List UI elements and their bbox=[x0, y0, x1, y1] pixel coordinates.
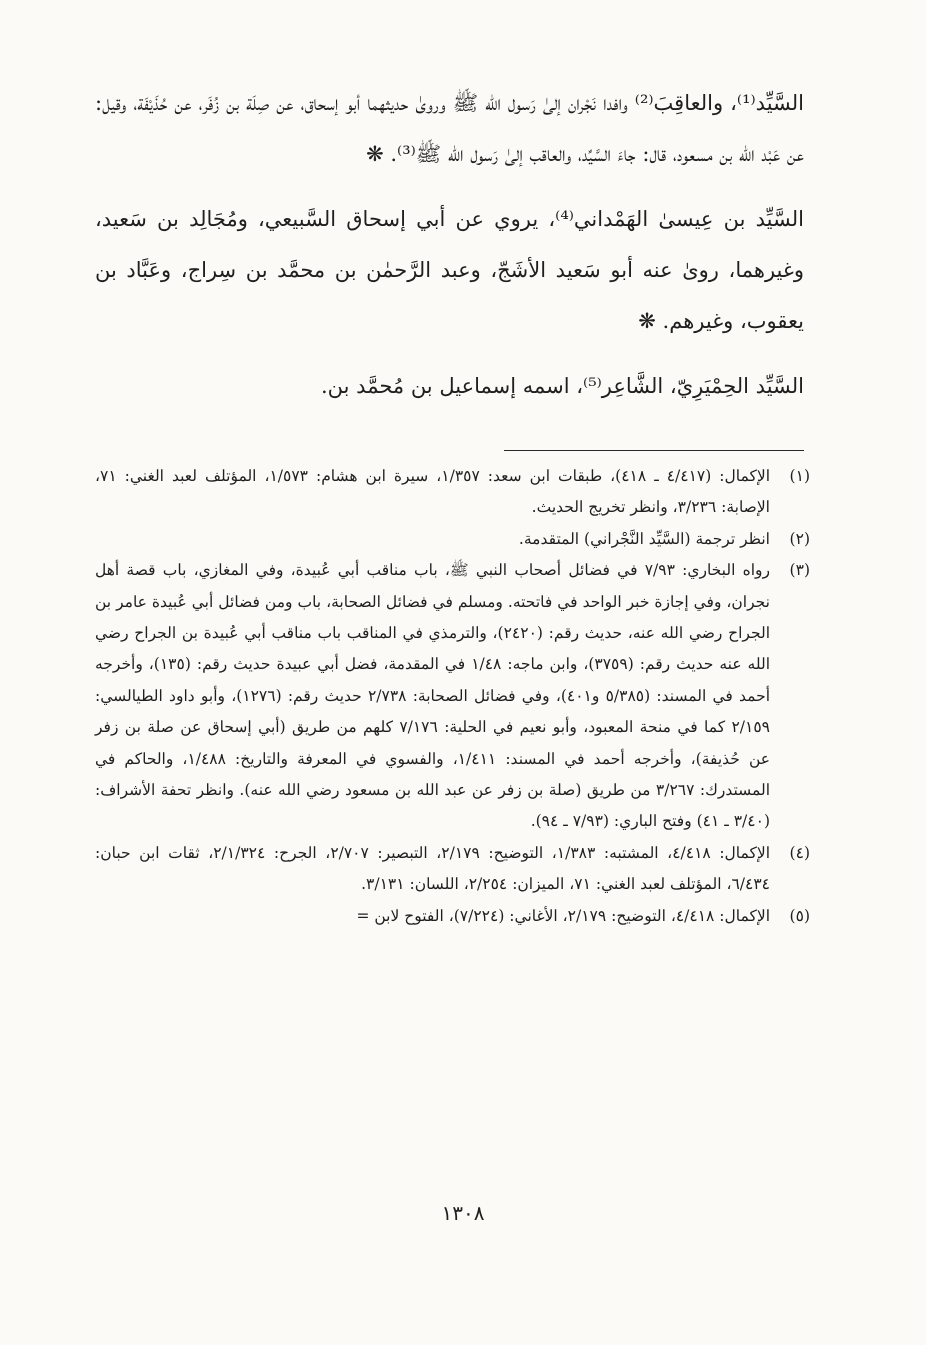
footnote-1 bbox=[95, 461, 810, 524]
footnote-text: الإكمال: (٤/٤١٧ ـ ٤١٨)، طبقات ابن سعد: ١/٣٥٧، سيرة ابن هشام: ١/٥٧٣، المؤتلف لعبد الغني: ٧١، الإصابة: ٣/٢٣٦، وانظر تخريج الحديث. bbox=[95, 467, 770, 517]
footnote-2 bbox=[95, 524, 810, 555]
footnote-number: (٢) bbox=[789, 529, 810, 548]
footnote-3 bbox=[95, 555, 810, 838]
footnote-number: (١) bbox=[789, 467, 810, 485]
footnote-divider bbox=[504, 450, 804, 451]
footnote-text: رواه البخاري: ٧/٩٣ في فضائل أصحاب النبي ﷺ، باب مناقب أبي عُبيدة، وفي المغازي، باب قصة أهل نجران، وفي إجازة خبر الواحد في فاتحته. ومسلم في فضائل الصحابة، باب ومن فضائل أبي عُبيدة عامر بن الجراح رضي الله عنه، حديث رقم: (٢٤٢٠)، والترمذي في المناقب باب مناقب أبي عُبيدة بن الجراح رضي الله عنه حديث رقم: (٣٧٥٩)، وابن ماجه: ١/٤٨ في المقدمة، فضل أبي عبيدة حديث رقم: (١٣٥)، وأخرجه أحمد في المسند: (٥/٣٨٥ و٤٠١)، وفي فضائل الصحابة: ٢/٧٣٨ حديث رقم: (١٢٧٦)، وأبو داود الطيالسي: ٢/١٥٩ كما في منحة المعبود، وأبو نعيم في الحلية: ٧/١٧٦ كلهم من طريق (أبي إسحاق عن صلة بن زفر عن حُذيفة)، وأخرجه أحمد في المسند: ١/٤١١، والفسوي في المعرفة والتاريخ: ١/٤٨٨، والحاكم في المستدرك: ٣/٢٦٧ من طريق (صلة بن زفر عن عبد الله بن مسعود رضي الله عنه). وانظر تحفة الأشراف: (٣/٤٠ ـ ٤١) وفتح الباري: (٧/٩٣ ـ ٩٤). bbox=[95, 561, 771, 831]
footnote-number: (٥) bbox=[789, 906, 810, 925]
footnote-text: انظر ترجمة (السَّيِّد النَّجْراني) المتقدمة. bbox=[518, 529, 770, 548]
footnote-text: الإكمال: ٤/٤١٨، التوضيح: ٢/١٧٩، الأغاني: (٧/٢٢٤)، الفتوح لابن = bbox=[356, 906, 770, 925]
entry-al-sayyid-and-al-aqib: السَّيِّد⁽¹⁾، والعاقِبَ⁽²⁾ وافدا نَجْران إلىٰ رَسول الله ﷺ وروىٰ حديثهما أبو إسحاق، عن صِلَة بن زُفَر، عن حُذَيْفَة، وقيل: عن عَبْد الله بن مسعود، قال: جاءَ السَّيِّد، والعاقب إلىٰ رَسول الله ﷺ⁽³⁾. ❋ bbox=[95, 91, 804, 166]
entry-al-sayyid-al-himyari: السَّيِّد الحِمْيَرِيّ، الشَّاعِر⁽⁵⁾، اسمه إسماعيل بن مُحمَّد بن. bbox=[321, 374, 804, 398]
page-number: ١٣٠٨ bbox=[441, 1201, 485, 1225]
footnote-5 bbox=[95, 901, 810, 932]
main-text bbox=[95, 78, 804, 412]
entry-al-sayyid-ibn-isa-al-hamdani: السَّيِّد بن عِيسىٰ الهَمْداني⁽⁴⁾، يروي عن أبي إسحاق السَّبيعي، ومُجَالِد بن سَعيد، وغيرهما، روىٰ عنه أبو سَعيد الأشَجّ، وعبد الرَّحمٰن بن محمَّد بن سِراج، وعَبَّاد بن يعقوب، وغيرهم. ❋ bbox=[95, 207, 804, 333]
footnote-4 bbox=[95, 838, 810, 901]
footnote-number: (٣) bbox=[789, 561, 810, 580]
footnotes bbox=[95, 461, 810, 932]
footnote-number: (٤) bbox=[789, 843, 810, 862]
footnote-text: الإكمال: ٤/٤١٨، المشتبه: ١/٣٨٣، التوضيح: ٢/١٧٩، التبصير: ٢/٧٠٧، الجرح: ٢/١/٣٢٤، ثقات ابن حبان: ٦/٤٣٤، المؤتلف لعبد الغني: ٧١، الميزان: ٢/٢٥٤، اللسان: ٣/١٣١. bbox=[95, 843, 771, 894]
